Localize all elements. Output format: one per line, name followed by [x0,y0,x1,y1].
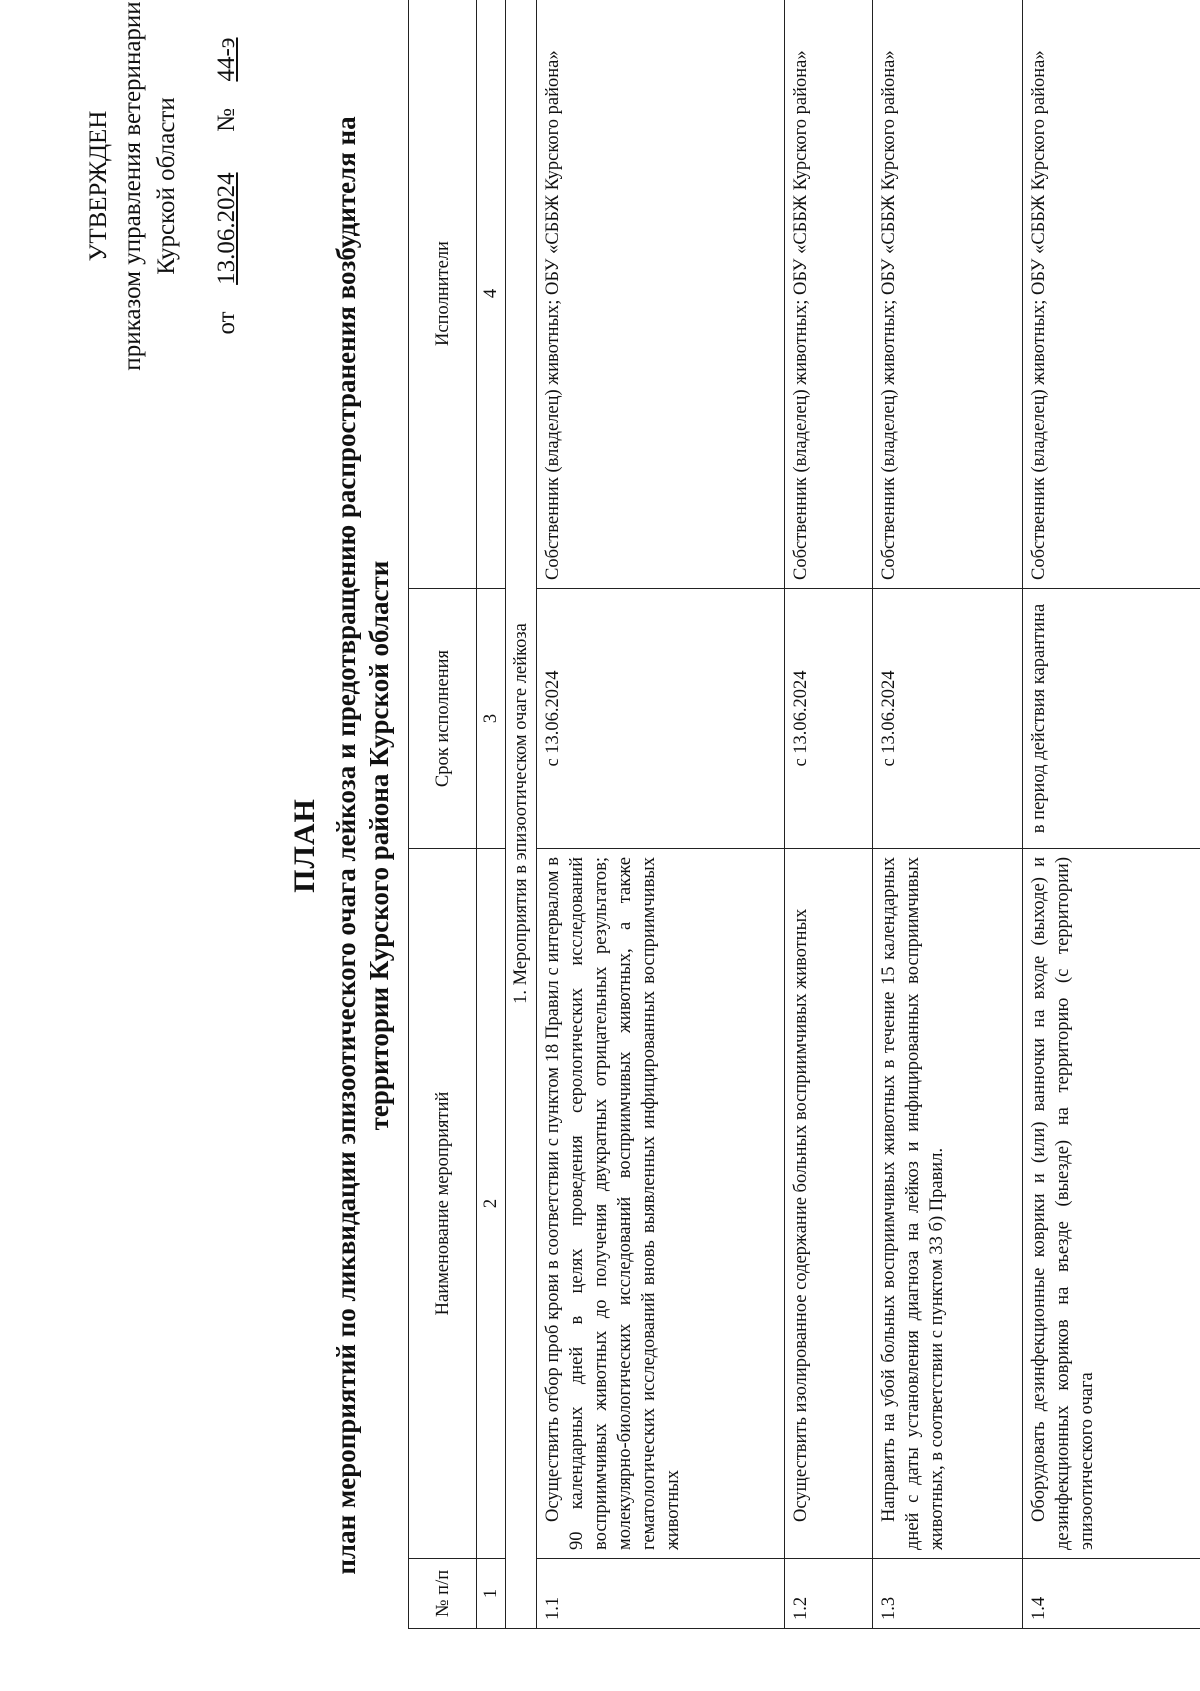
page-subtitle: план мероприятий по ликвидации эпизоотического очага лейкоза и предотвращению распространения возбудителя на территории Курского района Курской области [331,116,394,1575]
column-number: 2 [477,849,506,1559]
table-header-row [409,0,477,1629]
table-row [873,0,1023,1629]
row-activity: Осуществить изолированное содержание больных восприимчивых животных [785,849,873,1559]
column-number: 1 [477,1559,506,1629]
column-numbers-row [477,0,506,1629]
header-number: № п/п [409,1559,477,1629]
header-term: Срок исполнения [409,589,477,849]
row-executors: Собственник (владелец) животных; ОБУ «СББЖ Курского района» [785,0,873,589]
section-row [506,0,537,1629]
row-term: в период действия карантина [1023,589,1200,849]
table-row [785,0,873,1629]
approval-block [82,0,244,401]
approval-number: 44-э [213,37,240,82]
row-activity: Осуществить отбор проб крови в соответствии с пунктом 18 Правил с интервалом в 90 календарных дней в целях проведения серологических исследований восприимчивых животных до получения двукратных отрицательных результатов; молекулярно-биологических исследований восприимчивых животных, а также гематологических исследований вновь выявленных инфицированных восприимчивых животных [537,849,785,1559]
approval-number-sign: № [213,108,240,132]
row-executors: Собственник (владелец) животных; ОБУ «СББЖ Курского района» [537,0,785,589]
row-number: 1.3 [873,1559,1023,1629]
row-executors: Собственник (владелец) животных; ОБУ «СББЖ Курского района» [873,0,1023,589]
row-term: с 13.06.2024 [873,589,1023,849]
plan-table [408,0,1200,1629]
header-name: Наименование мероприятий [409,849,477,1559]
column-number: 3 [477,589,506,849]
column-number: 4 [477,0,506,589]
row-activity: Направить на убой больных восприимчивых животных в течение 15 календарных дней с даты установления диагноза на лейкоз и инфицированных восприимчивых животных, в соответствии с пунктом 33 б) Правил. [873,849,1023,1559]
row-number: 1.1 [537,1559,785,1629]
page-title: ПЛАН [288,798,321,893]
row-activity: Оборудовать дезинфекционные коврики и (или) ванночки на входе (выходе) и дезинфекционных ковриков на въезде (выезде) на территорию (с территории) эпизоотического очага [1023,849,1200,1559]
approval-date-prefix: от [213,311,240,335]
section-title: 1. Мероприятия в эпизоотическом очаге лейкоза [506,0,537,1629]
row-executors: Собственник (владелец) животных; ОБУ «СББЖ Курского района» [1023,0,1200,589]
row-number: 1.4 [1023,1559,1200,1629]
table-row [537,0,785,1629]
approval-region: Курской области [153,97,180,275]
row-number: 1.2 [785,1559,873,1629]
approval-date: 13.06.2024 [213,172,240,285]
table-row [1023,0,1200,1629]
row-term: с 13.06.2024 [537,589,785,849]
approval-date-line [210,0,244,401]
row-term: с 13.06.2024 [785,589,873,849]
approval-heading: УТВЕРЖДЕН [85,110,112,262]
approval-order: приказом управления ветеринарии [119,1,146,371]
header-executors: Исполнители [409,0,477,589]
